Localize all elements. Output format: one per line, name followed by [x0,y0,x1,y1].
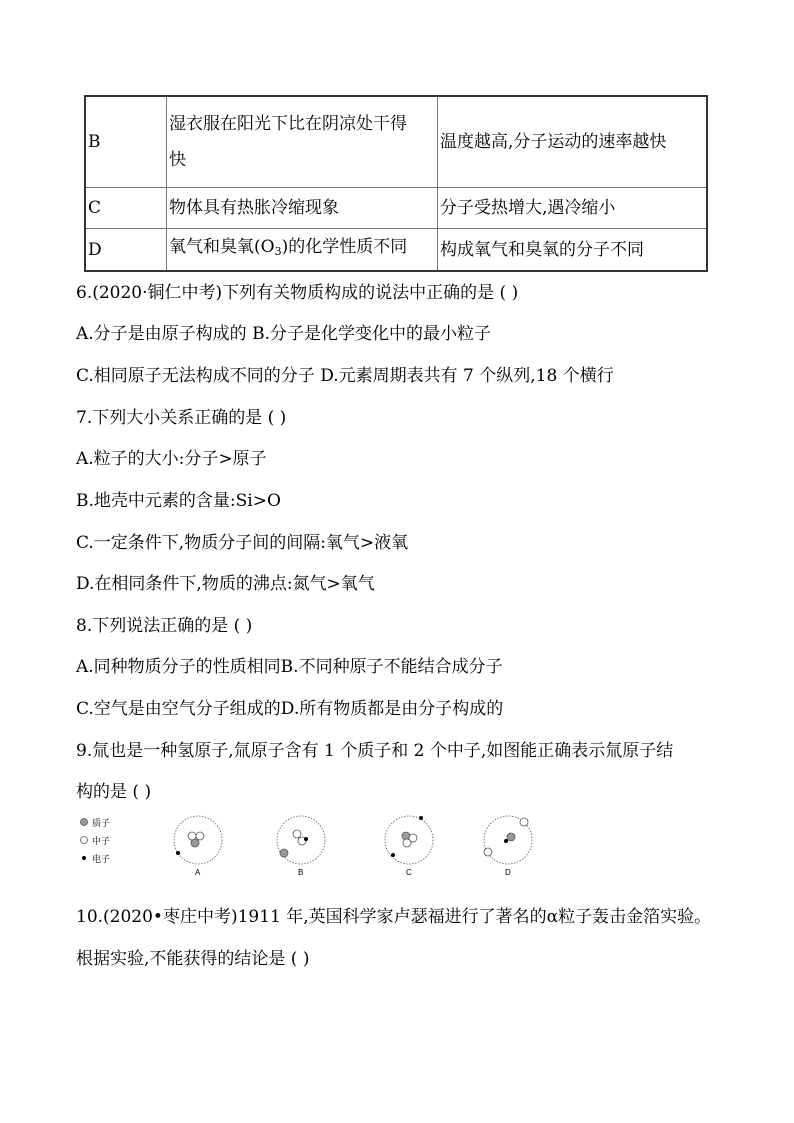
legend-electron-label: 电子 [92,854,111,864]
figure-label-b: B [298,868,304,877]
q9-stem-line1: 9.氚也是一种氢原子,氚原子含有 1 个质子和 2 个中子,如图能正确表示氚原子结 [76,741,674,761]
explanation-cell: 分子受热增大,遇冷缩小 [438,188,708,229]
legend-proton-label: 质子 [92,818,111,828]
table-row [85,96,707,188]
table-row [85,229,707,272]
q8-options-cd: C.空气是由空气分子组成的D.所有物质都是由分子构成的 [76,699,504,719]
figure-label-a: A [195,868,201,877]
table-row [85,188,707,229]
electron-legend-icon [82,856,86,860]
option-label: D [85,229,167,272]
q7-stem: 7.下列大小关系正确的是 ( ) [76,408,287,428]
q9-stem-line2: 构的是 ( ) [76,782,152,802]
q10-stem-line1: 10.(2020•枣庄中考)1911 年,英国科学家卢瑟福进行了著名的α粒子轰击金箔实验。 [76,907,712,927]
q6-stem: 6.(2020·铜仁中考)下列有关物质构成的说法中正确的是 ( ) [76,283,519,303]
q8-options-ab: A.同种物质分子的性质相同B.不同种原子不能结合成分子 [76,657,503,677]
figure-label-c: C [406,868,412,877]
q7-option-d: D.在相同条件下,物质的沸点:氮气>氧气 [76,574,375,594]
atom-structure-figure [76,812,536,882]
phenomenon-line: 快 [169,150,186,170]
option-label: B [85,96,167,188]
figure-label-d: D [505,868,511,877]
atom-option-b [277,816,325,877]
q7-option-b: B.地壳中元素的含量:Si>O [76,491,281,511]
q6-options-cd: C.相同原子无法构成不同的分子 D.元素周期表共有 7 个纵列,18 个横行 [76,366,614,386]
atom-option-c [385,816,433,877]
option-label: C [85,188,167,229]
phenomenon-cell: 物体具有热胀冷缩现象 [167,188,438,229]
q7-option-c: C.一定条件下,物质分子间的间隔:氧气>液氧 [76,533,409,553]
q6-options-ab: A.分子是由原子构成的 B.分子是化学变化中的最小粒子 [76,324,491,344]
q7-option-a: A.粒子的大小:分子>原子 [76,449,267,469]
phenomenon-line: 湿衣服在阳光下比在阴凉处干得 [169,114,407,134]
atom-option-d [484,816,532,877]
q8-stem: 8.下列说法正确的是 ( ) [76,616,253,636]
phenomenon-cell [167,96,438,188]
neutron-legend-icon [81,837,88,844]
explanation-cell: 构成氧气和臭氧的分子不同 [438,229,708,272]
legend-neutron-label: 中子 [92,836,111,846]
phenomenon-cell [167,229,438,272]
explanation-cell: 温度越高,分子运动的速率越快 [438,96,708,188]
q10-stem-line2: 根据实验,不能获得的结论是 ( ) [76,949,310,969]
options-table [84,95,708,272]
subscript: 3 [274,245,282,258]
atom-option-a [174,816,222,877]
proton-legend-icon [81,819,88,826]
phenomenon-text: )的化学性质不同 [281,237,408,257]
phenomenon-text: 氧气和臭氧(O [169,237,275,257]
